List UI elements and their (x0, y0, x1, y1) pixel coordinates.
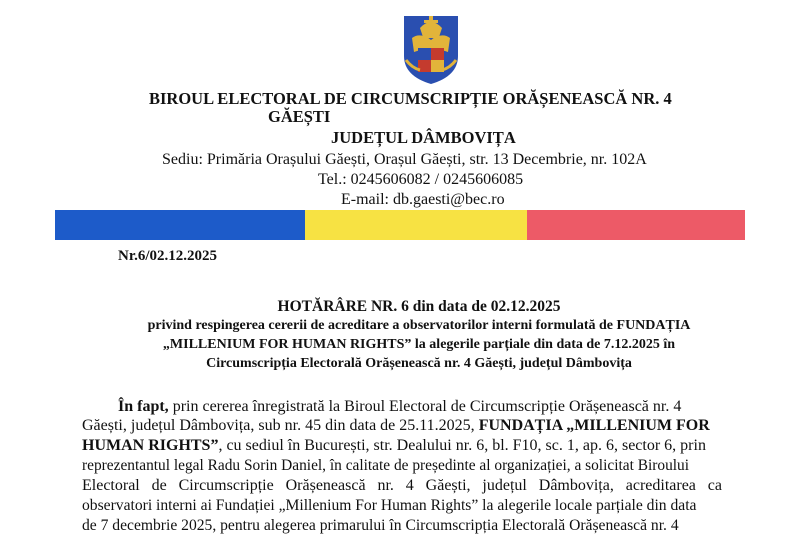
decision-subtitle-line-3: Circumscripția Electorală Orășenească nr. 4 Găești, județul Dâmbovița (206, 356, 632, 371)
registration-number: Nr.6/02.12.2025 (118, 248, 218, 264)
institution-email: E-mail: db.gaesti@bec.ro (341, 191, 505, 208)
institution-phone: Tel.: 0245606082 / 0245606085 (318, 171, 524, 188)
body-foundation-name-part1: FUNDAȚIA „MILLENIUM FOR (478, 417, 710, 434)
body-in-fapt-label: În fapt, (118, 398, 169, 415)
body-line-1 (118, 397, 722, 417)
flag-stripe-yellow (305, 210, 527, 240)
romania-coat-of-arms-icon (398, 10, 464, 86)
institution-city: GĂEȘTI (268, 107, 331, 126)
body-line-3-text: , cu sediul în București, str. Dealului nr. 6, bl. F10, sc. 1, ap. 6, sector 6, prin (218, 437, 706, 454)
flag-stripe-red (527, 210, 745, 240)
body-line-2 (82, 416, 722, 436)
body-line-3 (82, 436, 722, 456)
institution-county: JUDEȚUL DÂMBOVIȚA (331, 128, 516, 147)
body-foundation-name-part2: HUMAN RIGHTS” (82, 437, 219, 454)
institution-address: Sediu: Primăria Orașului Găești, Orașul Găești, str. 13 Decembrie, nr. 102A (162, 151, 647, 168)
flag-stripe-blue (55, 210, 305, 240)
body-line-7: de 7 decembrie 2025, pentru alegerea primarului în Circumscripția Electorală Orășenească nr. 4 (82, 517, 679, 534)
body-line-1-text: prin cererea înregistrată la Biroul Electoral de Circumscripție Orășenească nr. 4 (168, 398, 682, 415)
decision-title: HOTĂRÂRE NR. 6 din data de 02.12.2025 (277, 298, 561, 315)
decision-subtitle-line-2: „MILLENIUM FOR HUMAN RIGHTS” la alegerile parțiale din data de 7.12.2025 în (162, 337, 676, 352)
body-line-6: observatori interni ai Fundației „Millenium For Human Rights” la alegerile locale parțiale din data (82, 497, 697, 514)
decision-subtitle-line-1: privind respingerea cererii de acreditare a observatorilor interni formulată de FUNDAȚIA (147, 318, 691, 333)
body-line-4: reprezentantul legal Radu Sorin Daniel, în calitate de președinte al organizației, a solicitat Biroului (82, 457, 690, 474)
body-line-5: Electoral de Circumscripție Orășenească nr. 4 Găești, județul Dâmbovița, acreditarea ca (82, 477, 722, 494)
body-line-2-text: Găești, județul Dâmbovița, sub nr. 45 din data de 25.11.2025, (82, 417, 479, 434)
institution-title: BIROUL ELECTORAL DE CIRCUMSCRIPȚIE ORĂȘENEASCĂ NR. 4 (149, 89, 672, 108)
